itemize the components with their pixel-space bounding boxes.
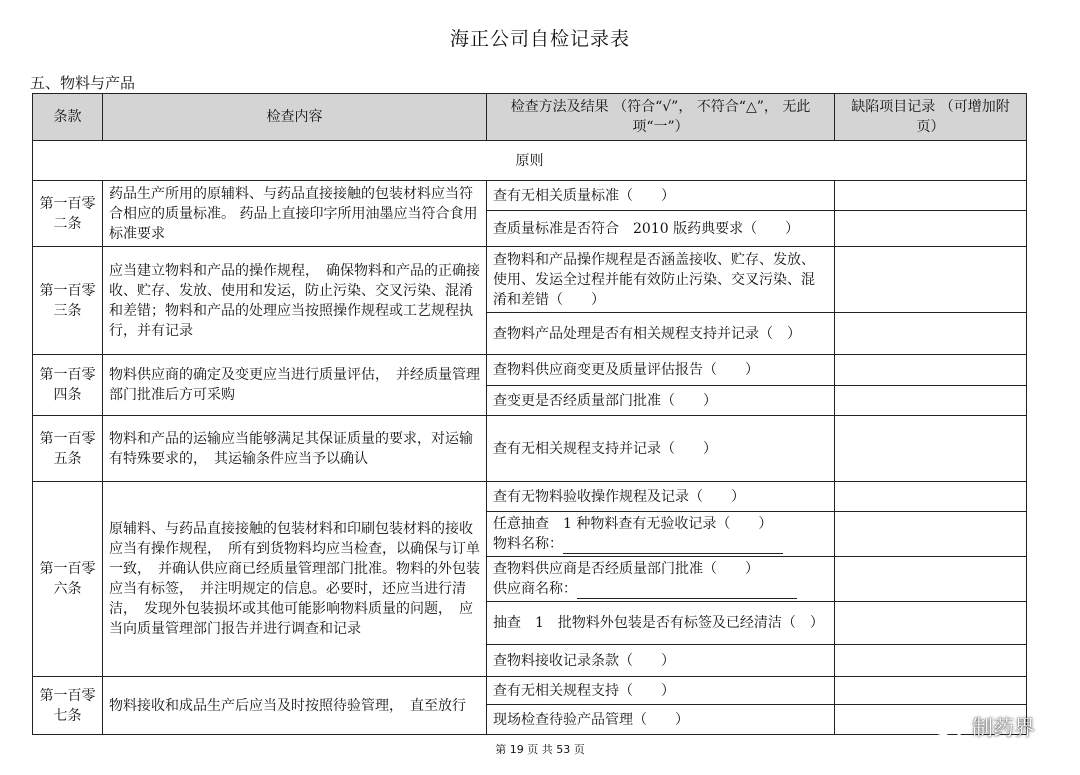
check-text: 任意抽查 1 种物料查有无验收记录（ ） (493, 516, 773, 532)
clause-cell: 第一百零六条 (33, 482, 103, 677)
defect-cell[interactable] (835, 645, 1027, 677)
supplier-name-field[interactable] (493, 579, 828, 599)
content-cell: 物料供应商的确定及变更应当进行质量评估， 并经质量管理部门批准后方可采购 (103, 355, 487, 416)
defect-cell[interactable] (835, 181, 1027, 211)
defect-cell[interactable] (835, 602, 1027, 645)
check-cell: 抽查 1 批物料外包装是否有标签及已经清洁（ ） (487, 602, 835, 645)
defect-cell[interactable] (835, 512, 1027, 557)
check-cell: 现场检查待验产品管理（ ） (487, 705, 835, 735)
check-cell: 查物料供应商变更及质量评估报告（ ） (487, 355, 835, 386)
table-row (33, 247, 1027, 313)
check-cell: 查物料接收记录条款（ ） (487, 645, 835, 677)
material-name-field[interactable] (493, 534, 828, 554)
clause-cell: 第一百零二条 (33, 181, 103, 247)
header-clause: 条款 (33, 94, 103, 141)
header-content: 检查内容 (103, 94, 487, 141)
clause-cell: 第一百零七条 (33, 677, 103, 735)
check-cell: 查变更是否经质量部门批准（ ） (487, 386, 835, 416)
watermark-text: 制药界 (972, 716, 1035, 740)
watermark (930, 712, 1035, 742)
wechat-icon (930, 713, 964, 741)
content-cell: 物料和产品的运输应当能够满足其保证质量的要求，对运输有特殊要求的， 其运输条件应当予以确认 (103, 416, 487, 482)
header-row (33, 94, 1027, 141)
principle-row (33, 141, 1027, 181)
defect-cell[interactable] (835, 677, 1027, 705)
check-text: 查物料供应商是否经质量部门批准（ ） (493, 561, 759, 577)
fill-line (577, 584, 797, 599)
defect-cell[interactable] (835, 482, 1027, 512)
principle-label: 原则 (33, 141, 1027, 181)
field-label: 供应商名称： (493, 581, 577, 597)
content-cell: 药品生产所用的原辅料、与药品直接接触的包装材料应当符合相应的质量标准。 药品上直接印字所用油墨应当符合食用标准要求 (103, 181, 487, 247)
defect-cell[interactable] (835, 416, 1027, 482)
table-row (33, 181, 1027, 211)
page-number: 第 19 页 共 53 页 (495, 743, 585, 756)
check-cell: 查有无物料验收操作规程及记录（ ） (487, 482, 835, 512)
check-cell: 查质量标准是否符合 2010 版药典要求（ ） (487, 211, 835, 247)
content-cell: 应当建立物料和产品的操作规程， 确保物料和产品的正确接收、贮存、发放、使用和发运，防止污染、交叉污染、混淆和差错；物料和产品的处理应当按照操作规程或工艺规程执行，并有记录 (103, 247, 487, 355)
table-row (33, 355, 1027, 386)
fill-line (563, 539, 783, 554)
check-cell: 查有无相关质量标准（ ） (487, 181, 835, 211)
defect-cell[interactable] (835, 211, 1027, 247)
check-cell: 查有无相关规程支持（ ） (487, 677, 835, 705)
defect-cell[interactable] (835, 313, 1027, 355)
defect-cell[interactable] (835, 557, 1027, 602)
check-cell (487, 512, 835, 557)
inspection-table (32, 93, 1027, 735)
clause-cell: 第一百零四条 (33, 355, 103, 416)
table-row (33, 416, 1027, 482)
section-heading: 五、物料与产品 (30, 74, 136, 92)
table-row (33, 482, 1027, 512)
clause-cell: 第一百零五条 (33, 416, 103, 482)
header-defect: 缺陷项目记录 （可增加附页） (835, 94, 1027, 141)
clause-cell: 第一百零三条 (33, 247, 103, 355)
check-cell: 查物料和产品操作规程是否涵盖接收、贮存、发放、使用、发运全过程并能有效防止污染、交叉污染、混淆和差错（ ） (487, 247, 835, 313)
content-cell: 物料接收和成品生产后应当及时按照待验管理， 直至放行 (103, 677, 487, 735)
defect-cell[interactable] (835, 355, 1027, 386)
field-label: 物料名称： (493, 536, 563, 552)
header-method: 检查方法及结果 （符合“√”， 不符合“△”， 无此项“一”） (487, 94, 835, 141)
defect-cell[interactable] (835, 386, 1027, 416)
check-cell: 查有无相关规程支持并记录（ ） (487, 416, 835, 482)
check-cell (487, 557, 835, 602)
check-cell: 查物料产品处理是否有相关规程支持并记录（ ） (487, 313, 835, 355)
page-title: 海正公司自检记录表 (449, 28, 630, 50)
defect-cell[interactable] (835, 247, 1027, 313)
table-row (33, 677, 1027, 705)
content-cell: 原辅料、与药品直接接触的包装材料和印刷包装材料的接收应当有操作规程， 所有到货物料均应当检查，以确保与订单一致， 并确认供应商已经质量管理部门批准。物料的外包装应当有标签， 并注明规定的信息。必要时，还应当进行清洁， 发现外包装损坏或其他可能影响物料质量的问题， 应当向质量管理部门报告并进行调查和记录 (103, 482, 487, 677)
